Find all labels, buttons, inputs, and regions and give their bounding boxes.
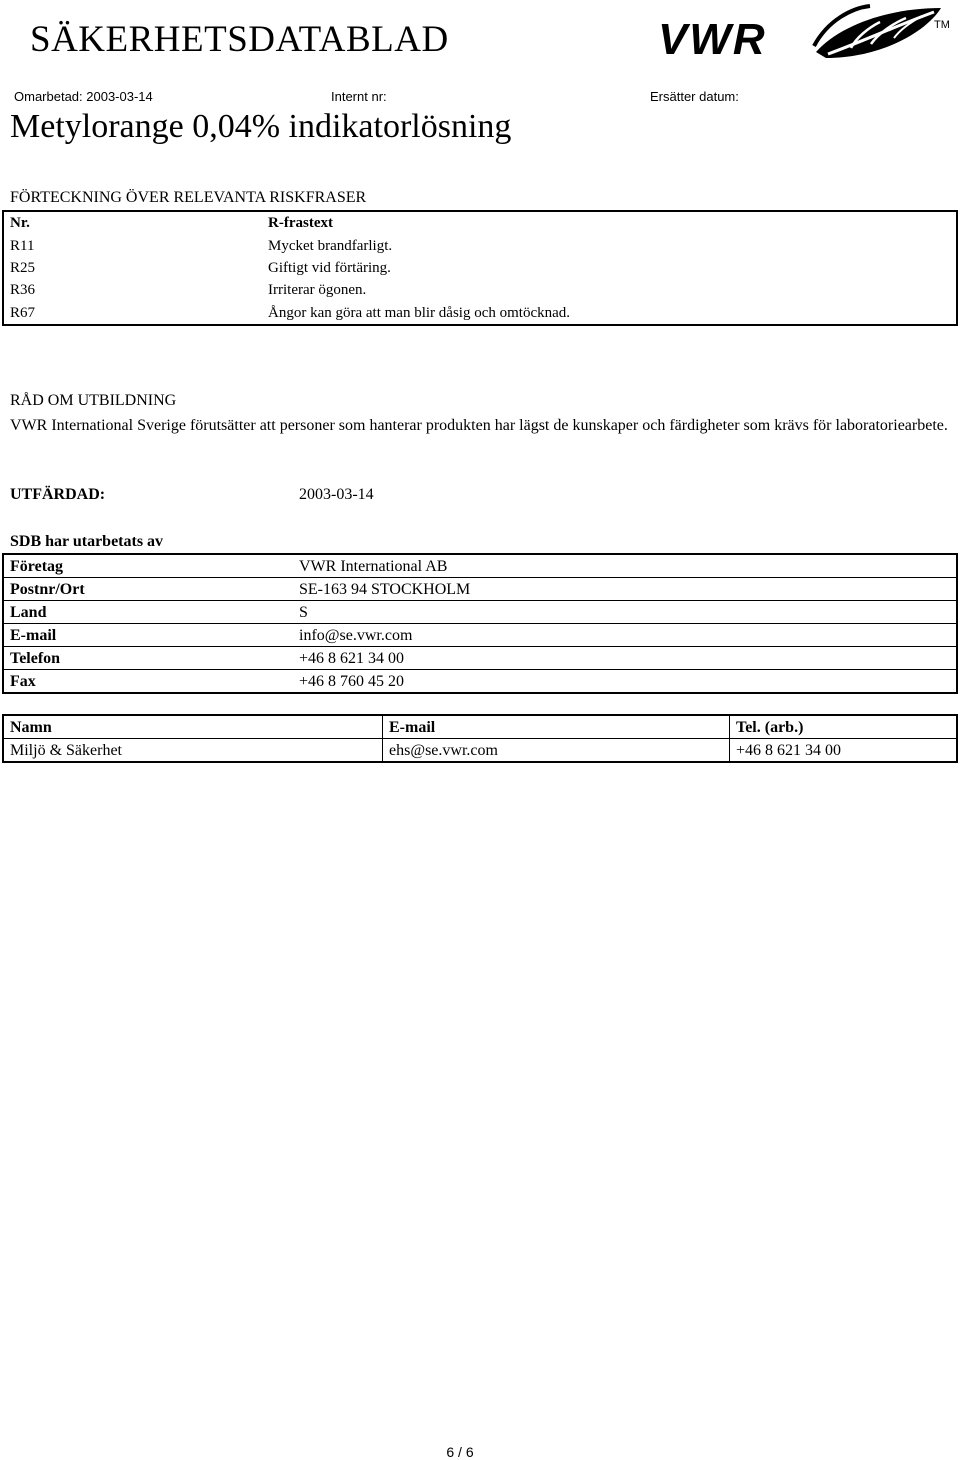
risk-phrases-table (2, 210, 958, 326)
risk-code: R67 (10, 304, 36, 321)
revised-date: Omarbetad: 2003-03-14 (14, 89, 153, 104)
table-row (3, 739, 957, 763)
risk-text: Irriterar ögonen. (268, 282, 367, 299)
table-row (3, 624, 957, 647)
company-value: VWR International AB (299, 557, 448, 575)
contact-phone: +46 8 621 34 00 (736, 741, 842, 759)
risk-phrases-heading: FÖRTECKNING ÖVER RELEVANTA RISKFRASER (10, 189, 367, 206)
product-name: Metylorange 0,04% indikatorlösning (10, 108, 512, 145)
column-header-nr: Nr. (10, 215, 30, 232)
replaces-date: Ersätter datum: (650, 89, 739, 104)
training-text: VWR International Sverige förutsätter att personer som hanterar produkten har lägst de kunskaper och färdigheter som krävs för laboratoriearbete. (10, 417, 948, 434)
column-header-phone: Tel. (arb.) (736, 718, 804, 736)
table-header-row (3, 715, 957, 739)
contact-email-link[interactable]: ehs@se.vwr.com (383, 739, 730, 763)
fax-label: Fax (10, 672, 36, 690)
postal-value: SE-163 94 STOCKHOLM (299, 580, 471, 598)
table-row (3, 554, 957, 578)
phone-value: +46 8 621 34 00 (299, 649, 405, 667)
table-row (3, 279, 957, 301)
fax-value: +46 8 760 45 20 (299, 672, 405, 690)
country-value: S (299, 603, 308, 621)
page-number: 6 / 6 (446, 1444, 474, 1460)
issued-label: UTFÄRDAD: (10, 486, 106, 503)
risk-text: Giftigt vid förtäring. (268, 259, 391, 276)
prepared-by-heading: SDB har utarbetats av (10, 533, 164, 550)
country-label: Land (10, 603, 47, 621)
column-header-r-text: R-frastext (268, 215, 333, 232)
prepared-by-table (2, 553, 958, 694)
table-row (3, 601, 957, 624)
risk-code: R11 (10, 237, 35, 254)
email-label: E-mail (10, 626, 57, 644)
risk-text: Mycket brandfarligt. (268, 237, 393, 254)
contact-name: Miljö & Säkerhet (3, 739, 383, 763)
risk-text: Ångor kan göra att man blir dåsig och omtöcknad. (268, 304, 571, 321)
table-row (3, 234, 957, 256)
table-row (3, 257, 957, 279)
postal-label: Postnr/Ort (10, 580, 85, 598)
email-link[interactable]: info@se.vwr.com (299, 626, 413, 644)
risk-code: R36 (10, 282, 36, 299)
company-label: Företag (10, 557, 64, 575)
issued-date: 2003-03-14 (299, 486, 374, 503)
vwr-logo (656, 2, 952, 64)
table-row (3, 647, 957, 670)
document-title: SÄKERHETSDATABLAD (30, 19, 449, 60)
table-row (3, 578, 957, 601)
header-meta-row (0, 89, 960, 107)
table-header-row (3, 211, 957, 234)
column-header-email: E-mail (383, 715, 730, 739)
trademark-symbol: TM (934, 19, 950, 31)
column-header-name: Namn (3, 715, 383, 739)
leaf-icon (814, 6, 941, 58)
internal-number: Internt nr: (331, 89, 387, 104)
contacts-table (2, 714, 958, 763)
phone-label: Telefon (10, 649, 61, 667)
vwr-logo-wordmark: VWR (658, 15, 767, 64)
table-row (3, 302, 957, 325)
table-row (3, 670, 957, 694)
training-heading: RÅD OM UTBILDNING (10, 392, 177, 409)
risk-code: R25 (10, 259, 36, 276)
